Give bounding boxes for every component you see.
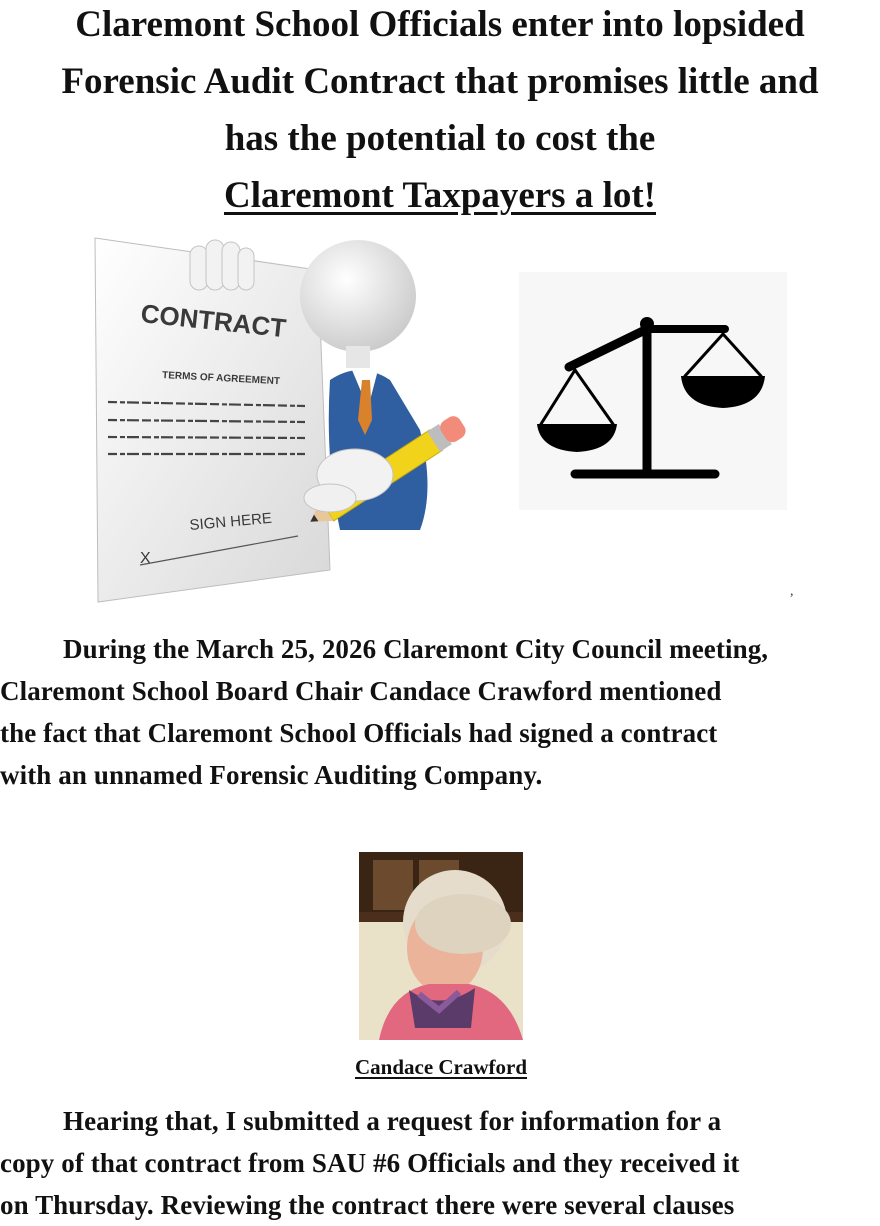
paragraph-line: copy of that contract from SAU #6 Officials and they received it bbox=[0, 1148, 740, 1178]
headline-line-3: has the potential to cost the bbox=[224, 118, 656, 159]
paragraph-line: on Thursday. Reviewing the contract there were several clauses bbox=[0, 1190, 735, 1220]
paragraph-line: Hearing that, I submitted a request for information for a bbox=[63, 1106, 722, 1136]
photo-caption: Candace Crawford bbox=[354, 1055, 528, 1079]
sign-here-label: SIGN HERE bbox=[188, 509, 273, 534]
headline-line-4: Claremont Taxpayers a lot! bbox=[223, 175, 656, 216]
headline-line-2: Forensic Audit Contract that promises little and bbox=[61, 61, 819, 102]
headline-line-1: Claremont School Officials enter into lopsided bbox=[75, 4, 805, 45]
contract-signing-figure-icon bbox=[90, 230, 480, 610]
paragraph-line: During the March 25, 2026 Claremont City Council meeting, bbox=[63, 634, 769, 664]
paragraph-line: Claremont School Board Chair Candace Crawford mentioned bbox=[0, 676, 722, 706]
candace-crawford-photo bbox=[359, 852, 523, 1040]
signature-x-mark: X bbox=[140, 550, 151, 567]
balance-scale-icon bbox=[519, 272, 787, 510]
contract-title: CONTRACT bbox=[139, 298, 288, 344]
paragraph-meeting bbox=[0, 628, 880, 796]
paragraph-line: the fact that Claremont School Officials had signed a contract bbox=[0, 718, 718, 748]
headline bbox=[0, 0, 880, 224]
paragraph-request bbox=[0, 1100, 880, 1226]
contract-subtitle: TERMS OF AGREEMENT bbox=[161, 370, 281, 388]
stray-comma: , bbox=[790, 584, 794, 599]
paragraph-line: with an unnamed Forensic Auditing Company. bbox=[0, 760, 543, 790]
